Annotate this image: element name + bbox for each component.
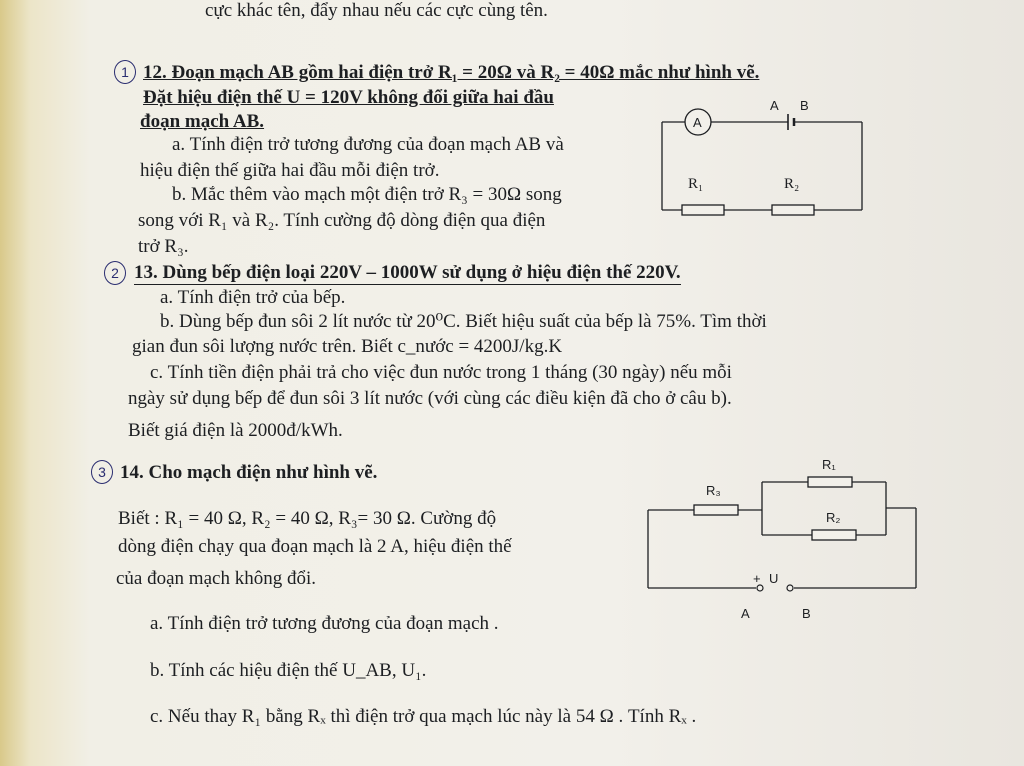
- problem-14-c: c. Nếu thay R₁ bằng Rₓ thì điện trở qua mạch lúc này là 54 Ω . Tính Rₓ .: [150, 706, 697, 727]
- problem-14-a: a. Tính điện trở tương đương của đoạn mạch .: [150, 613, 499, 634]
- problem-14-b: b. Tính các hiệu điện thế U_AB, U₁.: [150, 660, 427, 681]
- problem-12-handwritten-mark: 1: [114, 60, 136, 84]
- node-b-label: B: [800, 98, 809, 113]
- problem-12-a-line2: hiệu điện thế giữa hai đầu mỗi điện trở.: [140, 160, 440, 181]
- problem-12-b-line2: song với R₁ và R₂. Tính cường độ dòng điện qua điện: [138, 210, 546, 231]
- problem-13-b-line2: gian đun sôi lượng nước trên. Biết c_nước = 4200J/kg.K: [132, 336, 563, 357]
- top-line-text: cực khác tên, đẩy nhau nếu các cực cùng tên.: [205, 0, 548, 21]
- r2-label: R₂: [784, 176, 800, 192]
- plus-sign: +: [753, 571, 761, 586]
- r3-label: R₃: [706, 483, 721, 498]
- problem-13-handwritten-mark: 2: [104, 261, 126, 285]
- problem-12-line2: Đặt hiệu điện thế U = 120V không đổi giữa hai đầu: [143, 87, 554, 108]
- problem-13-c-line1: c. Tính tiền điện phải trả cho việc đun nước trong 1 tháng (30 ngày) nếu mỗi: [150, 362, 732, 383]
- r1-label: R₁: [822, 457, 836, 472]
- problem-13-a: a. Tính điện trở của bếp.: [160, 287, 346, 308]
- voltage-label: U: [769, 571, 779, 586]
- problem-14-given-line2: dòng điện chạy qua đoạn mạch là 2 A, hiệu điện thế: [118, 536, 512, 557]
- terminal-b-icon: [787, 585, 793, 591]
- problem-12-b-line1: b. Mắc thêm vào mạch một điện trở R₃ = 30Ω song: [172, 184, 562, 205]
- problem-14-title: 14. Cho mạch điện như hình vẽ.: [120, 462, 378, 483]
- resistor-r2-icon: [812, 530, 856, 540]
- problem-13-c-line2: ngày sử dụng bếp để đun sôi 3 lít nước (với cùng các điều kiện đã cho ở câu b).: [128, 388, 732, 409]
- problem-14-given-line3: của đoạn mạch không đổi.: [116, 568, 316, 589]
- node-a-label: A: [741, 606, 750, 621]
- r1-label: R₁: [688, 176, 704, 192]
- problem-13-c-line3: Biết giá điện là 2000đ/kWh.: [128, 420, 343, 441]
- ammeter-label: A: [693, 115, 702, 130]
- resistor-r1-icon: [808, 477, 852, 487]
- problem-13-b-line1: b. Dùng bếp đun sôi 2 lít nước từ 20⁰C. Biết hiệu suất của bếp là 75%. Tìm thời: [160, 311, 767, 332]
- problem-12-title: 12. Đoạn mạch AB gồm hai điện trở R₁ = 20Ω và R₂ = 40Ω mắc như hình vẽ.: [143, 62, 760, 83]
- problem-12-line3: đoạn mạch AB.: [140, 111, 265, 132]
- problem-12-b-line3: trở R₃.: [138, 236, 189, 257]
- node-b-label: B: [802, 606, 811, 621]
- resistor-r3-icon: [694, 505, 738, 515]
- problem-14-handwritten-mark: 3: [91, 460, 113, 484]
- problem-13-title: 13. Dùng bếp điện loại 220V – 1000W sử dụng ở hiệu điện thế 220V.: [134, 262, 681, 283]
- problem-14-given-line1: Biết : R₁ = 40 Ω, R₂ = 40 Ω, R₃= 30 Ω. Cường độ: [118, 508, 497, 529]
- node-a-label: A: [770, 98, 779, 113]
- problem-12-a-line1: a. Tính điện trở tương đương của đoạn mạch AB và: [172, 134, 564, 155]
- r2-label: R₂: [826, 510, 841, 525]
